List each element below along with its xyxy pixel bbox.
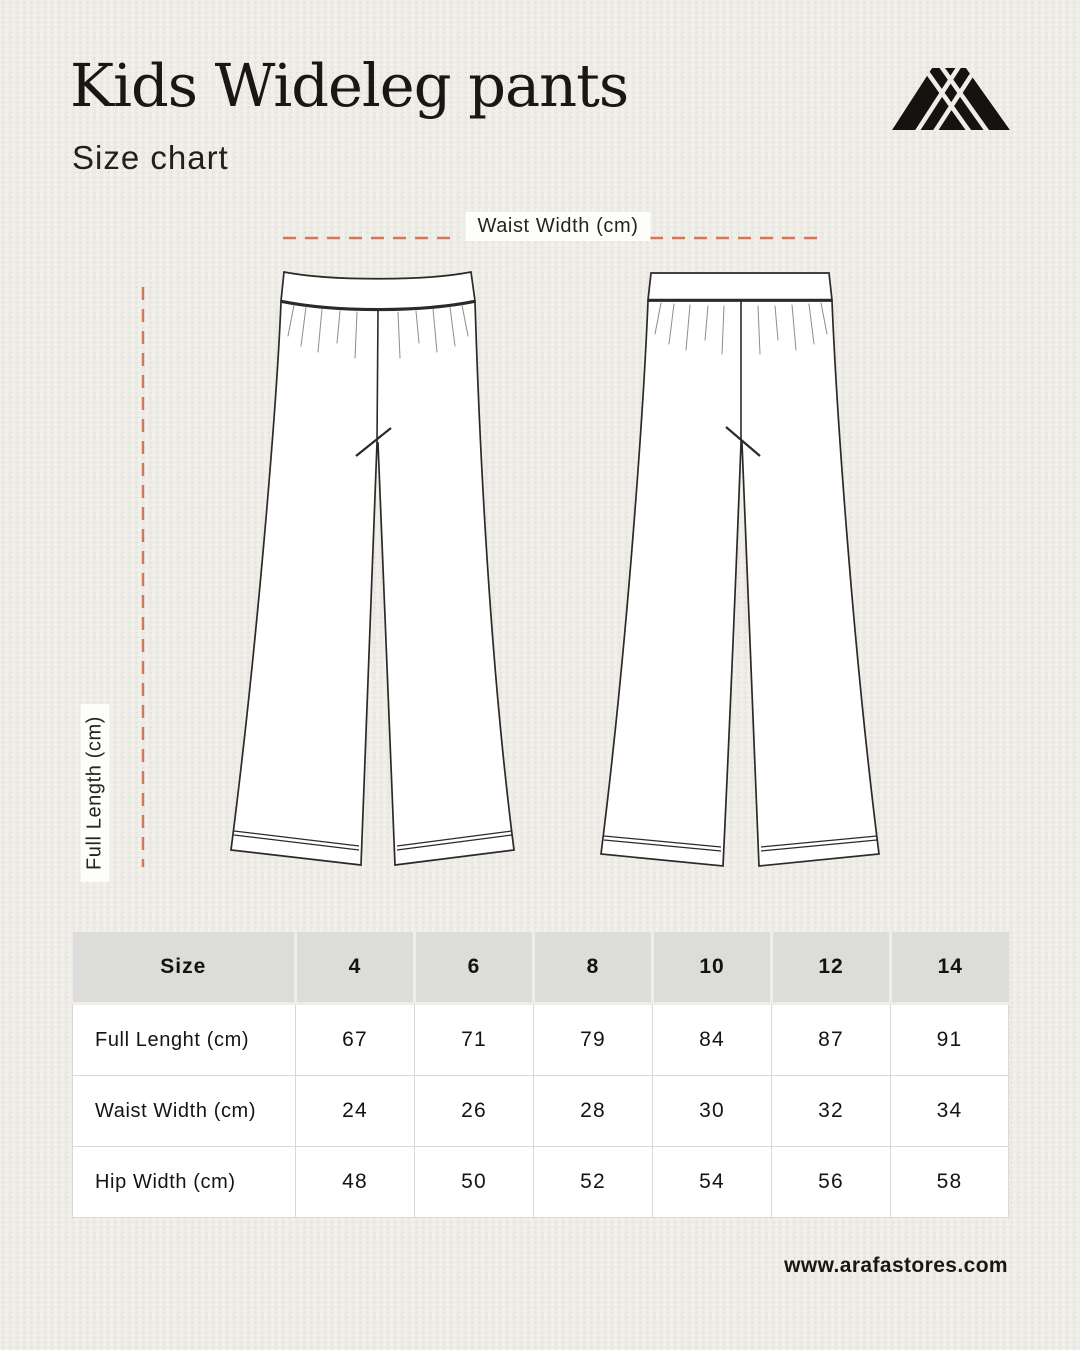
- row-label-cell: Full Lenght (cm): [73, 1004, 296, 1076]
- value-cell: 26: [415, 1076, 534, 1147]
- row-label-cell: Hip Width (cm): [73, 1147, 296, 1218]
- value-cell: 71: [415, 1004, 534, 1076]
- value-cell: 84: [653, 1004, 772, 1076]
- value-cell: 91: [891, 1004, 1009, 1076]
- value-cell: 67: [296, 1004, 415, 1076]
- value-cell: 30: [653, 1076, 772, 1147]
- table-row-waist-width: [73, 1076, 1009, 1147]
- page-subtitle: Size chart: [72, 139, 229, 176]
- value-cell: 52: [534, 1147, 653, 1218]
- value-cell: 50: [415, 1147, 534, 1218]
- size-col-header: 8: [534, 932, 653, 1004]
- value-cell: 34: [891, 1076, 1009, 1147]
- waist-width-label: Waist Width (cm): [465, 212, 650, 241]
- size-col-header: 10: [653, 932, 772, 1004]
- size-col-header: 12: [772, 932, 891, 1004]
- page-title: Kids Wideleg pants: [70, 51, 629, 120]
- size-col-header: 4: [296, 932, 415, 1004]
- website-url: www.arafastores.com: [784, 1254, 1008, 1277]
- value-cell: 48: [296, 1147, 415, 1218]
- value-cell: 56: [772, 1147, 891, 1218]
- size-col-header: 14: [891, 932, 1009, 1004]
- size-table: [72, 932, 1009, 1218]
- size-table-header-row: [73, 932, 1009, 1004]
- value-cell: 24: [296, 1076, 415, 1147]
- pants-back-view: [601, 273, 879, 866]
- value-cell: 79: [534, 1004, 653, 1076]
- row-label-cell: Waist Width (cm): [73, 1076, 296, 1147]
- table-row-full-length: [73, 1004, 1009, 1076]
- full-length-label: Full Length (cm): [81, 704, 110, 882]
- value-cell: 58: [891, 1147, 1009, 1218]
- value-cell: 54: [653, 1147, 772, 1218]
- value-cell: 87: [772, 1004, 891, 1076]
- pants-diagram: [0, 200, 1080, 910]
- size-header-cell: Size: [73, 932, 296, 1004]
- pants-front-view: [231, 272, 514, 865]
- brand-logo-icon: [892, 66, 1010, 130]
- size-col-header: 6: [415, 932, 534, 1004]
- value-cell: 28: [534, 1076, 653, 1147]
- value-cell: 32: [772, 1076, 891, 1147]
- table-row-hip-width: [73, 1147, 1009, 1218]
